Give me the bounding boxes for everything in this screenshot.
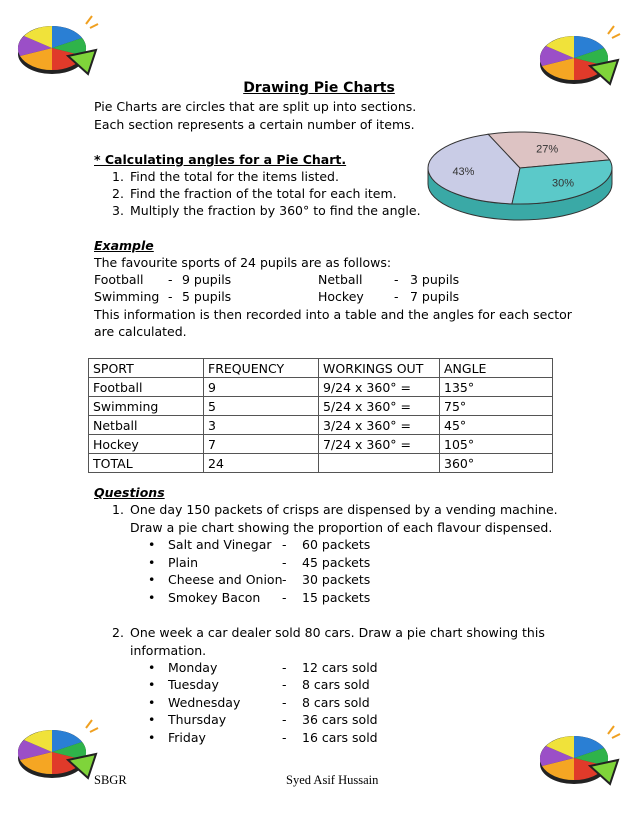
table-cell: 9/24 x 360° = [319,378,440,397]
table-header-row [89,359,553,378]
question-2: 2. One week a car dealer sold 80 cars. Draw a pie chart showing this [112,625,545,640]
question-1-line: Draw a pie chart showing the proportion of each flavour dispensed. [130,520,553,535]
list-item: • Monday - 12 cars sold [148,660,378,675]
table-row [89,435,553,454]
list-item: • Cheese and Onion- 30 packets [148,572,371,587]
table-cell: 9 [204,378,319,397]
example-note: are calculated. [94,324,187,339]
footer-author: Syed Asif Hussain [286,773,379,787]
example-item: Hockey - 7 pupils [318,289,460,304]
question-1: 1. One day 150 packets of crisps are dispensed by a vending machine. [112,502,558,517]
table-row [89,397,553,416]
table-header-cell: ANGLE [440,359,553,378]
example-lead: The favourite sports of 24 pupils are as follows: [94,255,392,270]
calc-heading: * Calculating angles for a Pie Chart. [94,152,347,167]
pie-slice-label: 30% [552,177,575,190]
table-header-cell: WORKINGS OUT [319,359,440,378]
page-title: Drawing Pie Charts [243,80,395,96]
table-cell: Netball [89,416,204,435]
step-item: 2. Find the fraction of the total for each item. [112,186,397,201]
example-note: This information is then recorded into a table and the angles for each sector [94,307,572,322]
table-cell: 7/24 x 360° = [319,435,440,454]
footer-left: SBGR [94,773,127,787]
example-item: Football - 9 pupils [94,272,232,287]
list-item: • Wednesday - 8 cars sold [148,695,370,710]
pie-clipart-icon [534,722,622,792]
table-cell: TOTAL [89,454,204,473]
table-row [89,454,553,473]
table-cell: 24 [204,454,319,473]
table-row [89,416,553,435]
table-cell: 3/24 x 360° = [319,416,440,435]
table-cell: Swimming [89,397,204,416]
table-cell: 7 [204,435,319,454]
pie-clipart-icon [12,12,100,82]
step-item: 3. Multiply the fraction by 360° to find the angle. [112,203,421,218]
table-cell [319,454,440,473]
pie-slice-label: 43% [452,165,475,178]
table-cell: 75° [440,397,553,416]
table-cell: 3 [204,416,319,435]
table-cell: Hockey [89,435,204,454]
table-cell: 5/24 x 360° = [319,397,440,416]
example-pie-chart [420,120,620,230]
question-2-line: information. [130,643,207,658]
table-cell: 135° [440,378,553,397]
pie-clipart-icon [12,716,100,786]
questions-heading: Questions [94,485,165,500]
table-cell: Football [89,378,204,397]
example-item: Swimming - 5 pupils [94,289,232,304]
table-header-cell: FREQUENCY [204,359,319,378]
intro-line: Pie Charts are circles that are split up into sections. [94,99,417,114]
list-item: • Thursday - 36 cars sold [148,712,378,727]
list-item: • Smokey Bacon - 15 packets [148,590,371,605]
table-row [89,378,553,397]
step-item: 1. Find the total for the items listed. [112,169,339,184]
intro-line: Each section represents a certain number of items. [94,117,415,132]
example-heading: Example [94,238,154,253]
table-cell: 5 [204,397,319,416]
list-item: • Friday - 16 cars sold [148,730,378,745]
table-header-cell: SPORT [89,359,204,378]
table-cell: 105° [440,435,553,454]
sports-table [88,358,553,473]
example-item: Netball - 3 pupils [318,272,460,287]
list-item: • Salt and Vinegar - 60 packets [148,537,371,552]
table-cell: 360° [440,454,553,473]
list-item: • Plain - 45 packets [148,555,371,570]
list-item: • Tuesday - 8 cars sold [148,677,370,692]
pie-slice-label: 27% [536,143,559,156]
table-cell: 45° [440,416,553,435]
